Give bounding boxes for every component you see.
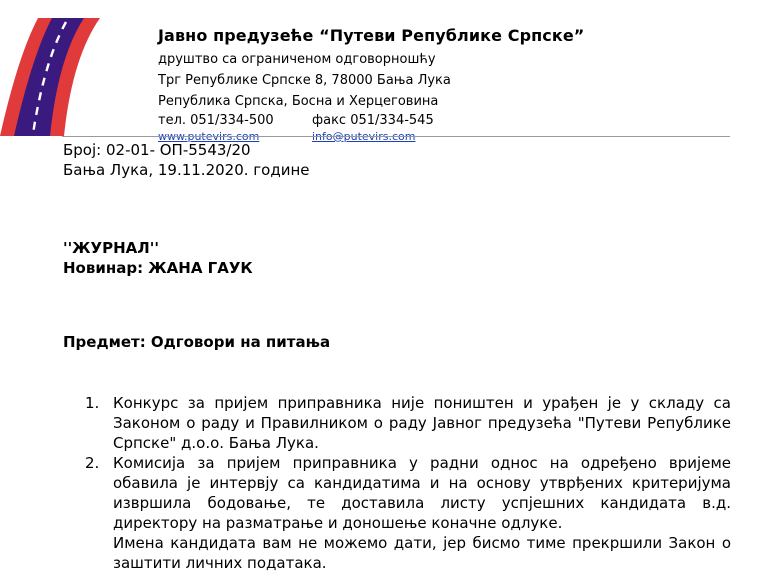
organization-region: Република Српска, Босна и Херцеговина bbox=[158, 94, 439, 109]
place-and-date: Бања Лука, 19.11.2020. године bbox=[63, 161, 310, 179]
list-item-number: 2. bbox=[85, 454, 100, 472]
addressee-outlet: ''ЖУРНАЛ'' bbox=[63, 239, 159, 257]
addressee-journalist: Новинар: ЖАНА ГАУК bbox=[63, 259, 253, 277]
header-divider bbox=[62, 136, 730, 137]
letter-subject: Предмет: Одговори на питања bbox=[63, 333, 331, 351]
phone-number: тел. 051/334-500 bbox=[158, 113, 274, 128]
answers-list bbox=[85, 393, 731, 573]
fax-number: факс 051/334-545 bbox=[312, 113, 434, 128]
organization-type: друштво са ограниченом одговорношћу bbox=[158, 52, 436, 67]
organization-address: Трг Републике Српске 8, 78000 Бања Лука bbox=[158, 73, 451, 88]
email-link[interactable]: info@putevirs.com bbox=[312, 130, 416, 143]
contact-phones bbox=[158, 112, 584, 130]
list-item bbox=[85, 453, 731, 533]
list-item-text: Конкурс за пријем приправника није поништен и урађен је у складу са Законом о раду и Правилником о раду Јавног предузећа "Путеви Републике Српске" д.о.о. Бања Лука. bbox=[113, 394, 731, 452]
addressee-block bbox=[63, 238, 253, 278]
organization-name: Јавно предузеће “Путеви Републике Српске” bbox=[158, 26, 585, 45]
website-link[interactable]: www.putevirs.com bbox=[158, 130, 260, 143]
document-reference bbox=[63, 140, 310, 180]
reference-number: Број: 02-01- ОП-5543/20 bbox=[63, 141, 251, 159]
company-logo bbox=[0, 18, 100, 136]
letterhead bbox=[158, 26, 584, 144]
list-item bbox=[85, 393, 731, 453]
list-item-text: Комисија за пријем приправника у радни однос на одређено вријеме обавила је интервју са кандидатима и на основу утврђених критеријума извршила бодовање, те доставила листу успјешних кандидата в.д. директору на разматрање и доношење коначне одлуке. bbox=[113, 454, 731, 532]
list-item-number: 1. bbox=[85, 394, 100, 412]
list-item-note: Имена кандидата вам не можемо дати, јер бисмо тиме прекршили Закон о заштити личних података. bbox=[113, 534, 731, 572]
